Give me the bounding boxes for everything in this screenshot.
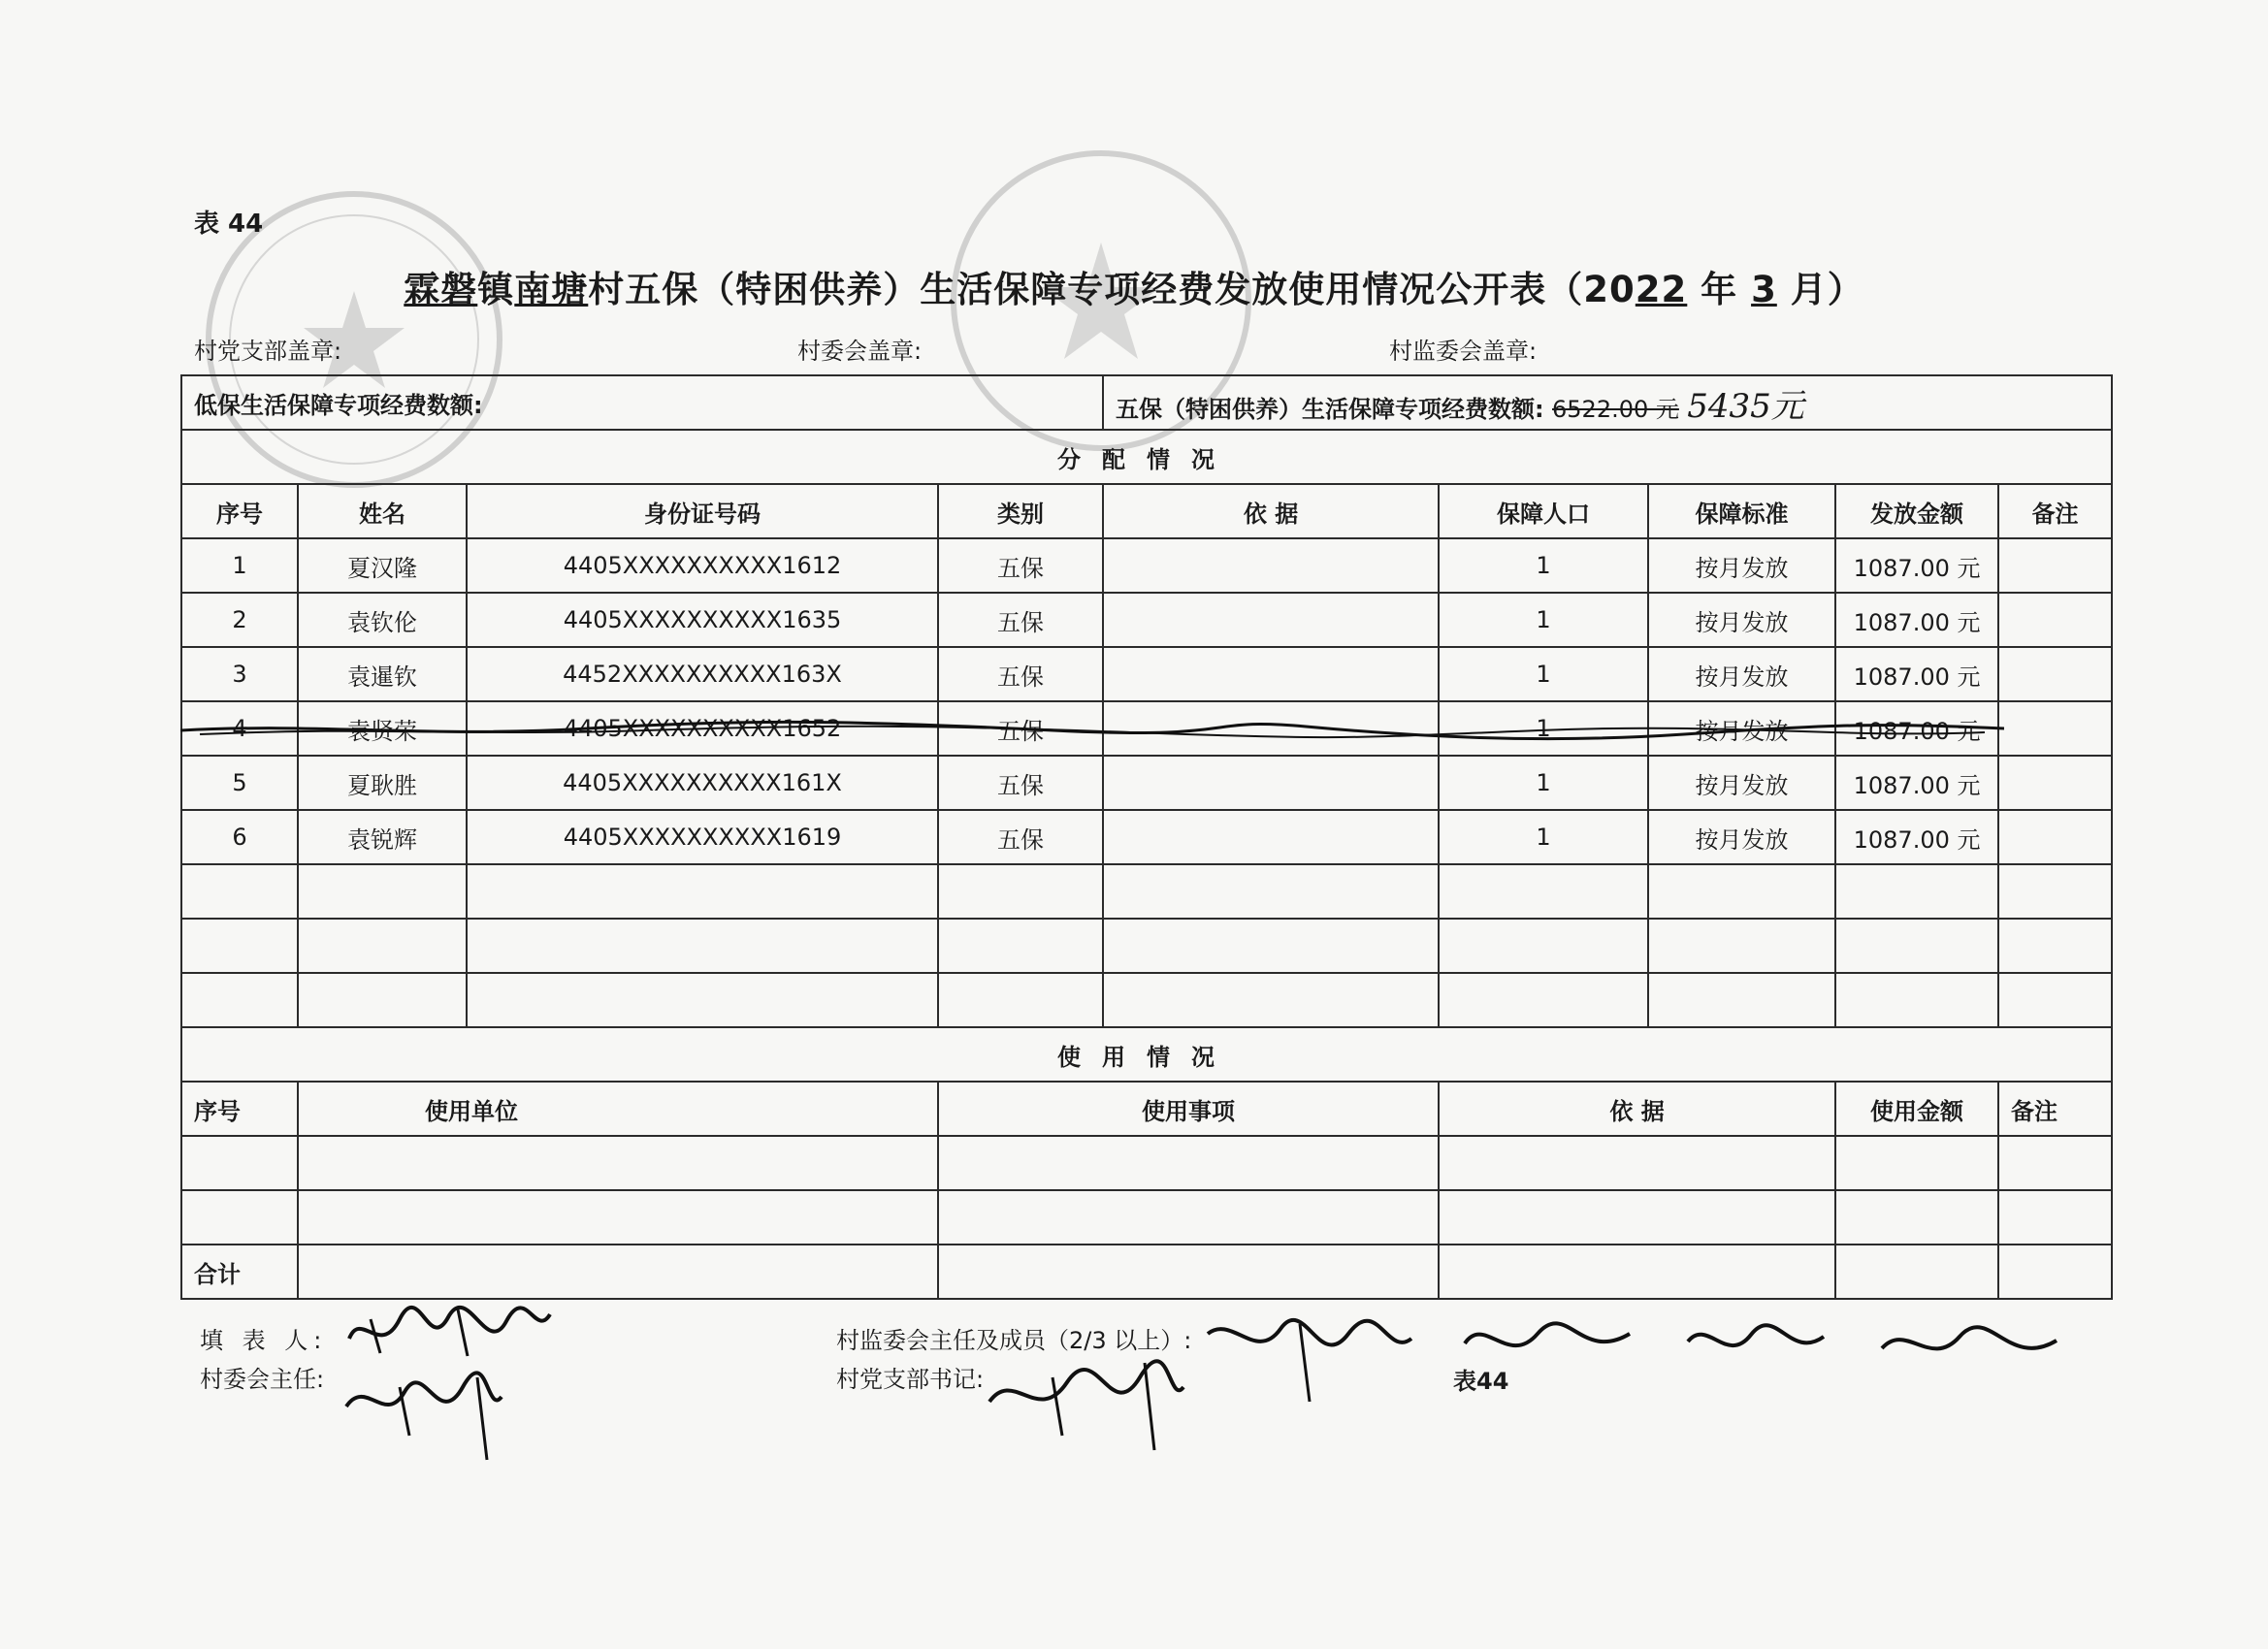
allocation-row <box>181 647 2112 701</box>
secretary-label: 村党支部书记: <box>836 1366 985 1393</box>
row-basis <box>1103 810 1439 864</box>
row-no: 4 <box>181 701 298 756</box>
col-header-standard: 保障标准 <box>1648 484 1835 538</box>
allocation-header-row <box>181 484 2112 538</box>
blank-row <box>181 973 2112 1027</box>
supervision-seal-label: 村监委会盖章: <box>1389 338 1538 365</box>
blank-row <box>181 919 2112 973</box>
funds-row <box>181 375 2112 430</box>
supervision-signature-3 <box>1683 1308 1829 1375</box>
title-year-tail: 22 <box>1635 269 1688 310</box>
row-basis <box>1103 593 1439 647</box>
usage-header-row <box>181 1082 2112 1136</box>
row-name: 夏耿胜 <box>298 756 467 810</box>
usage-section-title: 使用情况 <box>181 1027 2112 1082</box>
row-amount: 1087.00 元 <box>1835 701 1998 756</box>
row-population: 1 <box>1439 701 1648 756</box>
row-note <box>1998 647 2112 701</box>
row-amount: 1087.00 元 <box>1835 538 1998 593</box>
row-amount: 1087.00 元 <box>1835 756 1998 810</box>
row-standard: 按月发放 <box>1648 810 1835 864</box>
row-type: 五保 <box>938 593 1103 647</box>
row-type: 五保 <box>938 810 1103 864</box>
row-name: 袁暹钦 <box>298 647 467 701</box>
title-village: 南塘 <box>514 269 589 310</box>
usage-total-row <box>181 1245 2112 1299</box>
col-header-no: 序号 <box>181 484 298 538</box>
allocation-row <box>181 810 2112 864</box>
row-name: 袁锐辉 <box>298 810 467 864</box>
allocation-section-title: 分配情况 <box>181 430 2112 484</box>
allocation-section-row <box>181 430 2112 484</box>
row-note <box>1998 701 2112 756</box>
row-standard: 按月发放 <box>1648 593 1835 647</box>
usage-blank-row <box>181 1190 2112 1245</box>
row-note <box>1998 756 2112 810</box>
supervision-signature-4 <box>1877 1310 2061 1387</box>
party-seal-label: 村党支部盖章: <box>194 338 342 365</box>
row-population: 1 <box>1439 810 1648 864</box>
usage-col-amount: 使用金额 <box>1835 1082 1998 1136</box>
col-header-type: 类别 <box>938 484 1103 538</box>
title-main: 村五保（特困供养）生活保障专项经费发放使用情况公开表（20 <box>588 269 1636 310</box>
usage-total-label: 合计 <box>181 1245 298 1299</box>
row-standard: 按月发放 <box>1648 647 1835 701</box>
page-title <box>0 260 2268 312</box>
title-town: 霖磐 <box>404 269 478 310</box>
row-type: 五保 <box>938 701 1103 756</box>
row-id-number: 4405XXXXXXXXXX1635 <box>467 593 938 647</box>
row-basis <box>1103 538 1439 593</box>
row-id-number: 4405XXXXXXXXXX161X <box>467 756 938 810</box>
usage-col-no: 序号 <box>181 1082 298 1136</box>
row-no: 1 <box>181 538 298 593</box>
row-name: 袁贤荣 <box>298 701 467 756</box>
row-type: 五保 <box>938 647 1103 701</box>
title-town-suffix: 镇 <box>477 269 515 310</box>
row-id-number: 4405XXXXXXXXXX1619 <box>467 810 938 864</box>
usage-col-note: 备注 <box>1998 1082 2112 1136</box>
row-standard: 按月发放 <box>1648 756 1835 810</box>
row-note <box>1998 593 2112 647</box>
row-population: 1 <box>1439 756 1648 810</box>
secretary-signature <box>985 1348 1188 1455</box>
allocation-rows <box>181 538 2112 864</box>
row-id-number: 4405XXXXXXXXXX1652 <box>467 701 938 756</box>
wubao-funds-struck-amount: 6522.00 元 <box>1552 395 1679 423</box>
usage-blank-row <box>181 1136 2112 1190</box>
row-population: 1 <box>1439 647 1648 701</box>
row-id-number: 4405XXXXXXXXXX1612 <box>467 538 938 593</box>
director-signature <box>341 1358 506 1465</box>
supervision-members-label: 村监委会主任及成员（2/3 以上）: <box>836 1327 1192 1354</box>
row-basis <box>1103 701 1439 756</box>
col-header-id: 身份证号码 <box>467 484 938 538</box>
title-month: 3 <box>1751 269 1777 310</box>
row-amount: 1087.00 元 <box>1835 593 1998 647</box>
col-header-amount: 发放金额 <box>1835 484 1998 538</box>
row-standard: 按月发放 <box>1648 538 1835 593</box>
row-standard: 按月发放 <box>1648 701 1835 756</box>
col-header-name: 姓名 <box>298 484 467 538</box>
row-basis <box>1103 647 1439 701</box>
allocation-row <box>181 538 2112 593</box>
usage-col-basis: 依 据 <box>1439 1082 1835 1136</box>
usage-col-matter: 使用事项 <box>938 1082 1439 1136</box>
row-note <box>1998 538 2112 593</box>
director-label: 村委会主任: <box>200 1366 325 1393</box>
usage-section-row <box>181 1027 2112 1082</box>
filler-label: 填 表 人: <box>200 1327 328 1354</box>
row-population: 1 <box>1439 593 1648 647</box>
row-name: 袁钦伦 <box>298 593 467 647</box>
wubao-funds-cell <box>1103 375 2112 430</box>
allocation-row-struck <box>181 701 2112 756</box>
title-month-label: 月） <box>1776 269 1864 310</box>
wubao-funds-handwritten-amount: 5435元 <box>1687 386 1804 426</box>
row-type: 五保 <box>938 756 1103 810</box>
row-no: 2 <box>181 593 298 647</box>
row-basis <box>1103 756 1439 810</box>
col-header-note: 备注 <box>1998 484 2112 538</box>
usage-col-unit: 使用单位 <box>298 1082 938 1136</box>
row-amount: 1087.00 元 <box>1835 810 1998 864</box>
blank-row <box>181 864 2112 919</box>
row-type: 五保 <box>938 538 1103 593</box>
row-no: 5 <box>181 756 298 810</box>
committee-seal-label: 村委会盖章: <box>797 338 923 365</box>
row-name: 夏汉隆 <box>298 538 467 593</box>
allocation-row <box>181 593 2112 647</box>
disclosure-table <box>180 374 2113 1300</box>
row-note <box>1998 810 2112 864</box>
col-header-basis: 依 据 <box>1103 484 1439 538</box>
row-population: 1 <box>1439 538 1648 593</box>
title-year-label: 年 <box>1687 269 1752 310</box>
row-amount: 1087.00 元 <box>1835 647 1998 701</box>
filler-signature <box>341 1300 555 1368</box>
form-number-repeat: 表44 <box>1453 1368 1509 1395</box>
col-header-population: 保障人口 <box>1439 484 1648 538</box>
row-no: 6 <box>181 810 298 864</box>
allocation-row <box>181 756 2112 810</box>
row-id-number: 4452XXXXXXXXXX163X <box>467 647 938 701</box>
wubao-funds-label: 五保（特困供养）生活保障专项经费数额: <box>1116 395 1544 423</box>
supervision-signature-1 <box>1203 1305 1416 1411</box>
row-no: 3 <box>181 647 298 701</box>
dibao-funds-label: 低保生活保障专项经费数额: <box>181 375 1103 430</box>
form-number: 表 44 <box>194 210 264 239</box>
